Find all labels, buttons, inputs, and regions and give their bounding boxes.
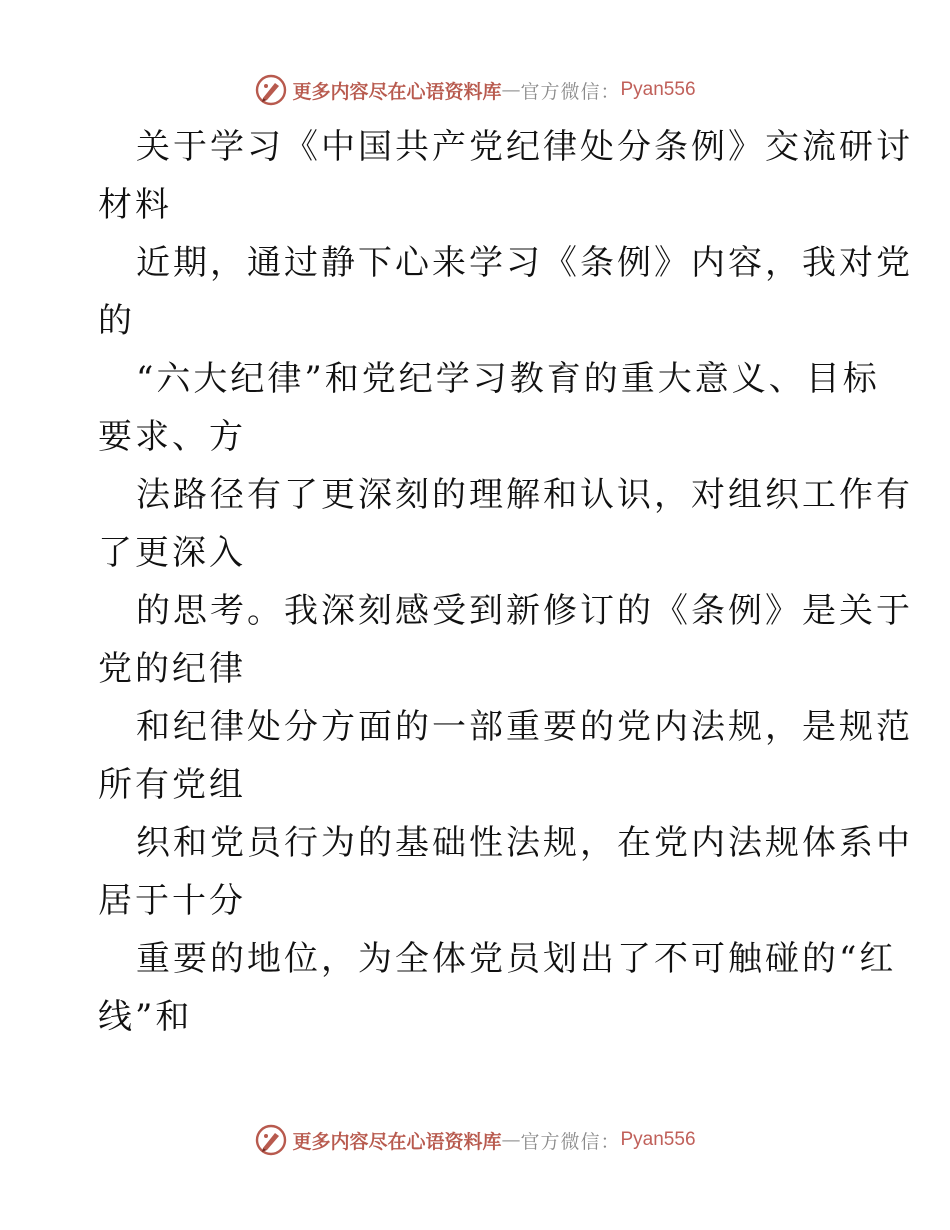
- paragraph-line: 近期，通过静下心来学习《条例》内容，我对党: [136, 243, 913, 283]
- paragraph-line: 的思考。我深刻感受到新修订的《条例》是关于: [136, 591, 913, 631]
- paragraph-line: 居于十分: [98, 881, 246, 921]
- pen-logo-icon: [254, 1123, 288, 1157]
- paragraph: [98, 350, 880, 466]
- paragraph-line: 要求、方: [98, 417, 246, 457]
- banner-wechat-id: Pyan556: [620, 79, 696, 100]
- document-body: [0, 118, 950, 1046]
- paragraph: [98, 930, 897, 1046]
- pen-logo-icon: [254, 73, 288, 107]
- paragraph: [98, 466, 913, 582]
- paragraph-line: 和纪律处分方面的一部重要的党内法规，是规范: [136, 707, 913, 747]
- paragraph-line: 党的纪律: [98, 649, 246, 689]
- header-banner: [0, 70, 950, 110]
- paragraph: [98, 582, 913, 698]
- footer-banner: [0, 1120, 950, 1160]
- paragraph-line: 线”和: [98, 997, 193, 1037]
- banner-dash: —: [501, 1129, 521, 1151]
- paragraph-line: 了更深入: [98, 533, 246, 573]
- paragraph: [98, 234, 913, 350]
- paragraph-line: 所有党组: [98, 765, 246, 805]
- paragraph: [98, 698, 913, 814]
- paragraph-line: 织和党员行为的基础性法规，在党内法规体系中: [136, 823, 913, 863]
- banner-wechat-label: 官方微信：: [520, 80, 621, 103]
- banner-dash: —: [501, 79, 521, 101]
- paragraph-line: 重要的地位，为全体党员划出了不可触碰的“红: [136, 939, 897, 979]
- paragraph-line: “六大纪律”和党纪学习教育的重大意义、目标: [136, 359, 880, 399]
- paragraph-line: 关于学习《中国共产党纪律处分条例》交流研讨: [136, 127, 913, 167]
- banner-wechat-id: Pyan556: [620, 1129, 696, 1150]
- paragraph-title: [98, 118, 913, 234]
- banner-text: 更多内容尽在心语资料库: [292, 80, 502, 103]
- banner-text: 更多内容尽在心语资料库: [292, 1130, 502, 1153]
- paragraph-line: 法路径有了更深刻的理解和认识，对组织工作有: [136, 475, 913, 515]
- paragraph-line: 材料: [98, 185, 172, 225]
- banner-wechat-label: 官方微信：: [520, 1130, 621, 1153]
- paragraph: [98, 814, 913, 930]
- paragraph-line: 的: [98, 301, 135, 341]
